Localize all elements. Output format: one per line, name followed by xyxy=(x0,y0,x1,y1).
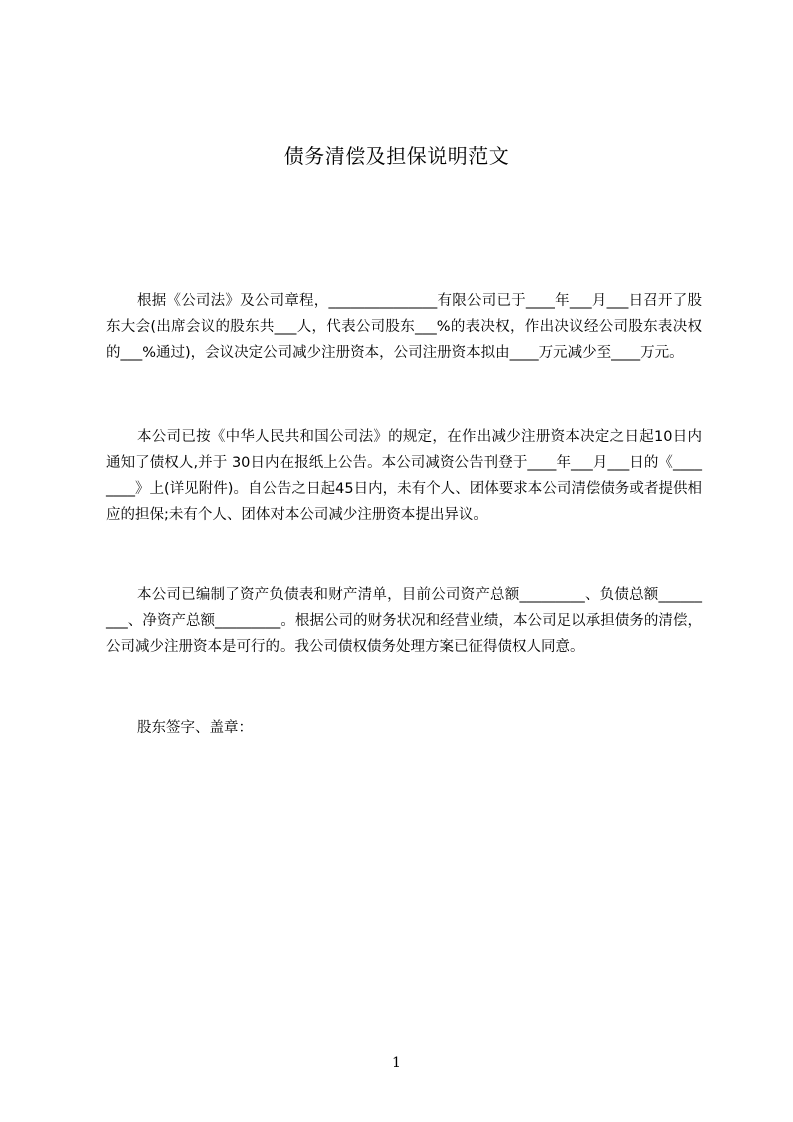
paragraph-notice: 本公司已按《中华人民共和国公司法》的规定，在作出减少注册资本决定之日起10日内通知了债权人,并于 30日内在报纸上公告。本公司减资公告刊登于____年___月___日的《________》上(详见附件)。自公告之日起45日内，未有个人、团体要求本公司清偿债务或者提供相应的担保;未有个人、团体对本公司减少注册资本提出异议。 xyxy=(106,429,702,523)
paragraph-resolution: 根据《公司法》及公司章程，_______________有限公司已于____年___月___日召开了股东大会(出席会议的股东共___人，代表公司股东___%的表决权，作出决议经公司股东表决权的___%通过)，会议决定公司减少注册资本，公司注册资本拟由____万元减少至____万元。 xyxy=(106,293,702,361)
paragraph-financial: 本公司已编制了资产负债表和财产清单，目前公司资产总额_________、负债总额_________、净资产总额_________。根据公司的财务状况和经营业绩，本公司足以承担债务的清偿，公司减少注册资本是可行的。我公司债权债务处理方案已征得债权人同意。 xyxy=(106,587,702,655)
document-title: 债务清偿及担保说明范文 xyxy=(283,144,510,168)
page-number: 1 xyxy=(392,1055,401,1071)
signature-line: 股东签字、盖章： xyxy=(137,720,253,736)
